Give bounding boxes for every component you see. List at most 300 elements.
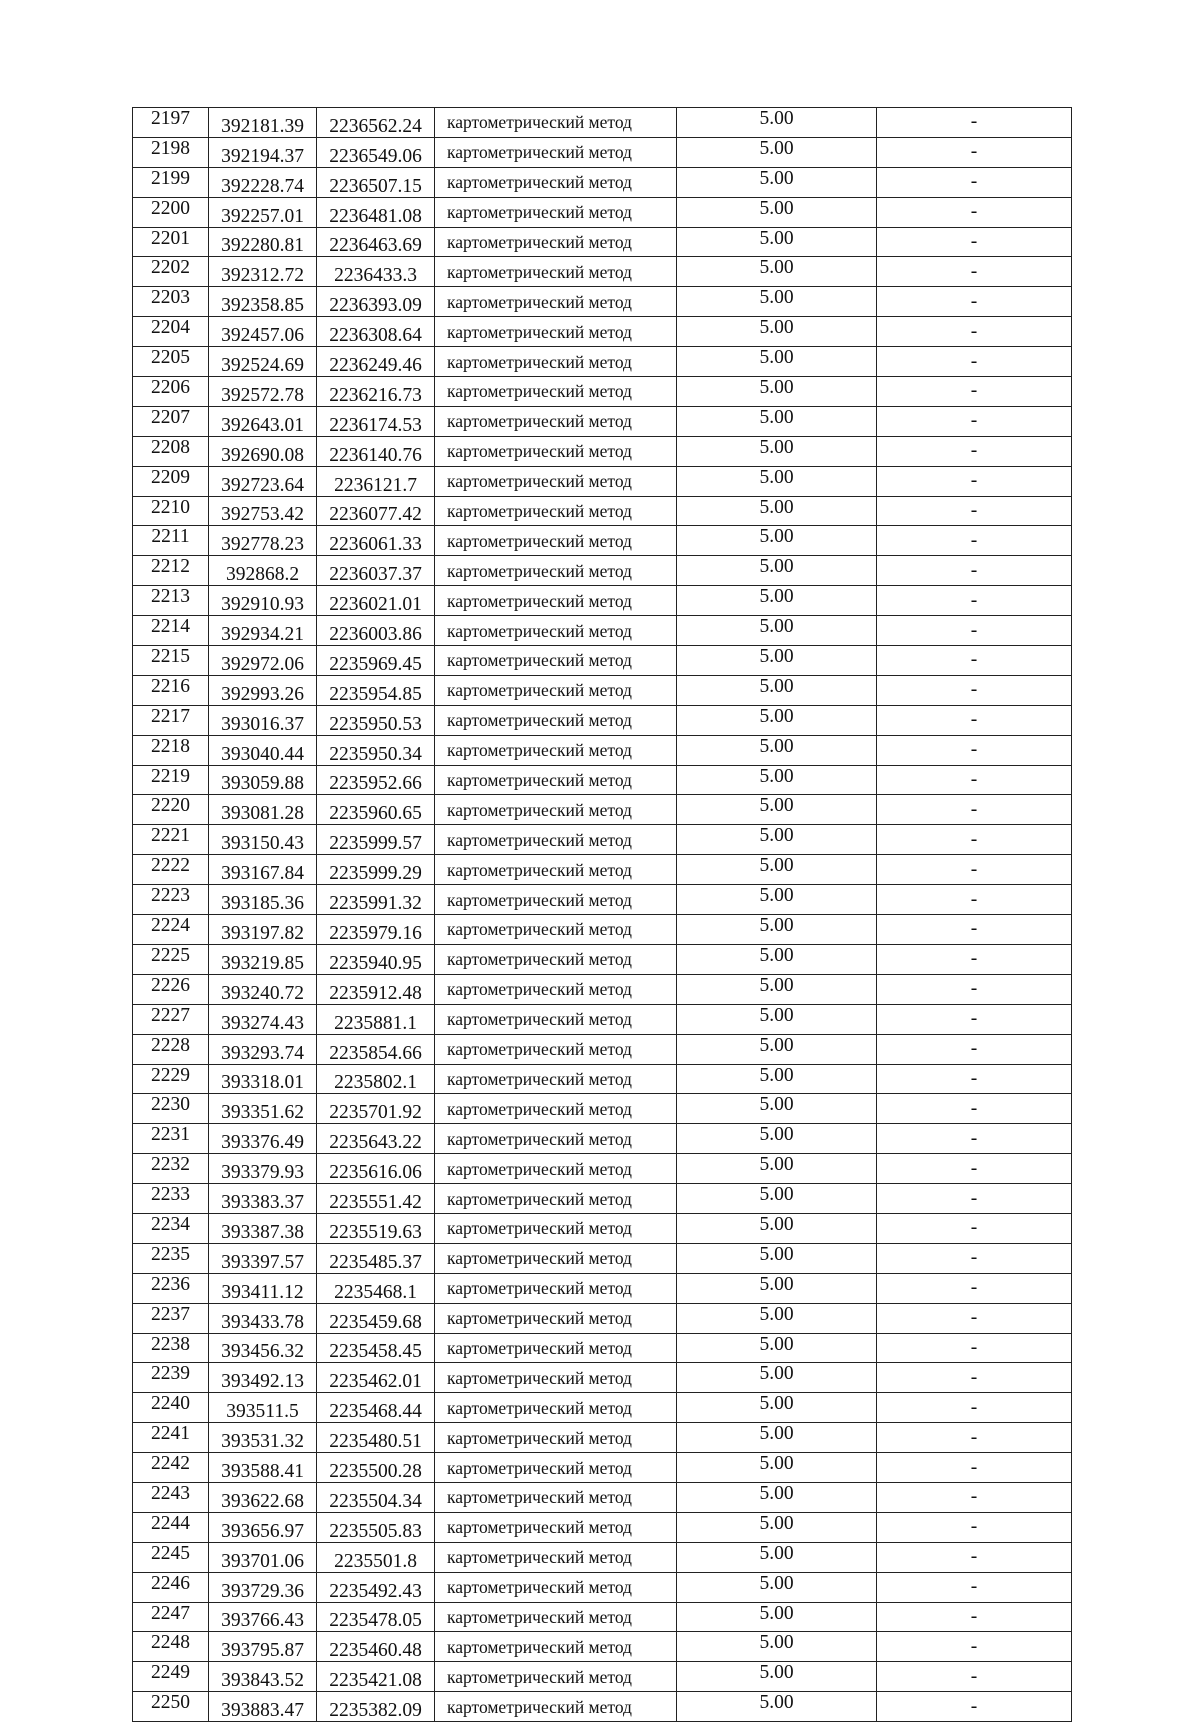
point-number-cell: 2221 [133, 825, 209, 855]
x-coordinate-cell: 393219.85 [209, 944, 317, 974]
table-row [133, 1273, 1072, 1303]
note-cell: - [877, 1243, 1072, 1273]
x-coordinate-cell: 393843.52 [209, 1662, 317, 1692]
note-cell: - [877, 1124, 1072, 1154]
note-cell: - [877, 1004, 1072, 1034]
note-cell: - [877, 1453, 1072, 1483]
y-coordinate-cell: 2236216.73 [317, 377, 435, 407]
table-row [133, 1034, 1072, 1064]
note-cell: - [877, 1692, 1072, 1722]
table-row [133, 1243, 1072, 1273]
x-coordinate-cell: 393883.47 [209, 1692, 317, 1722]
table-row [133, 1572, 1072, 1602]
note-cell: - [877, 1064, 1072, 1094]
y-coordinate-cell: 2235458.45 [317, 1333, 435, 1363]
point-number-cell: 2197 [133, 108, 209, 138]
table-row [133, 377, 1072, 407]
point-number-cell: 2245 [133, 1542, 209, 1572]
y-coordinate-cell: 2236481.08 [317, 197, 435, 227]
method-cell: картометрический метод [435, 1034, 677, 1064]
y-coordinate-cell: 2235421.08 [317, 1662, 435, 1692]
point-number-cell: 2232 [133, 1154, 209, 1184]
accuracy-cell: 5.00 [677, 257, 877, 287]
point-number-cell: 2211 [133, 526, 209, 556]
table-row [133, 317, 1072, 347]
point-number-cell: 2227 [133, 1004, 209, 1034]
point-number-cell: 2242 [133, 1453, 209, 1483]
y-coordinate-cell: 2235952.66 [317, 765, 435, 795]
x-coordinate-cell: 392723.64 [209, 466, 317, 496]
point-number-cell: 2206 [133, 377, 209, 407]
note-cell: - [877, 1363, 1072, 1393]
note-cell: - [877, 855, 1072, 885]
table-row [133, 227, 1072, 257]
accuracy-cell: 5.00 [677, 705, 877, 735]
method-cell: картометрический метод [435, 735, 677, 765]
method-cell: картометрический метод [435, 1572, 677, 1602]
y-coordinate-cell: 2235802.1 [317, 1064, 435, 1094]
point-number-cell: 2218 [133, 735, 209, 765]
x-coordinate-cell: 393197.82 [209, 915, 317, 945]
x-coordinate-cell: 392934.21 [209, 616, 317, 646]
note-cell: - [877, 1333, 1072, 1363]
accuracy-cell: 5.00 [677, 1393, 877, 1423]
method-cell: картометрический метод [435, 257, 677, 287]
x-coordinate-cell: 393397.57 [209, 1243, 317, 1273]
method-cell: картометрический метод [435, 1393, 677, 1423]
method-cell: картометрический метод [435, 137, 677, 167]
table-row [133, 795, 1072, 825]
accuracy-cell: 5.00 [677, 1213, 877, 1243]
table-row [133, 197, 1072, 227]
point-number-cell: 2250 [133, 1692, 209, 1722]
point-number-cell: 2249 [133, 1662, 209, 1692]
point-number-cell: 2225 [133, 944, 209, 974]
point-number-cell: 2236 [133, 1273, 209, 1303]
accuracy-cell: 5.00 [677, 108, 877, 138]
x-coordinate-cell: 392181.39 [209, 108, 317, 138]
method-cell: картометрический метод [435, 1154, 677, 1184]
x-coordinate-cell: 393411.12 [209, 1273, 317, 1303]
y-coordinate-cell: 2235912.48 [317, 974, 435, 1004]
x-coordinate-cell: 392868.2 [209, 556, 317, 586]
x-coordinate-cell: 393383.37 [209, 1184, 317, 1214]
x-coordinate-cell: 392753.42 [209, 496, 317, 526]
note-cell: - [877, 646, 1072, 676]
y-coordinate-cell: 2235460.48 [317, 1632, 435, 1662]
note-cell: - [877, 705, 1072, 735]
method-cell: картометрический метод [435, 1363, 677, 1393]
point-number-cell: 2223 [133, 885, 209, 915]
x-coordinate-cell: 393351.62 [209, 1094, 317, 1124]
x-coordinate-cell: 393240.72 [209, 974, 317, 1004]
table-row [133, 526, 1072, 556]
table-row [133, 1184, 1072, 1214]
note-cell: - [877, 377, 1072, 407]
x-coordinate-cell: 393293.74 [209, 1034, 317, 1064]
point-number-cell: 2201 [133, 227, 209, 257]
accuracy-cell: 5.00 [677, 1572, 877, 1602]
accuracy-cell: 5.00 [677, 167, 877, 197]
accuracy-cell: 5.00 [677, 1542, 877, 1572]
x-coordinate-cell: 392778.23 [209, 526, 317, 556]
table-row [133, 1692, 1072, 1722]
table-row [133, 675, 1072, 705]
x-coordinate-cell: 392643.01 [209, 406, 317, 436]
x-coordinate-cell: 393274.43 [209, 1004, 317, 1034]
point-number-cell: 2244 [133, 1512, 209, 1542]
note-cell: - [877, 1572, 1072, 1602]
table-row [133, 1393, 1072, 1423]
accuracy-cell: 5.00 [677, 885, 877, 915]
method-cell: картометрический метод [435, 496, 677, 526]
x-coordinate-cell: 393185.36 [209, 885, 317, 915]
method-cell: картометрический метод [435, 1124, 677, 1154]
y-coordinate-cell: 2236308.64 [317, 317, 435, 347]
x-coordinate-cell: 393622.68 [209, 1482, 317, 1512]
accuracy-cell: 5.00 [677, 1154, 877, 1184]
table-row [133, 825, 1072, 855]
note-cell: - [877, 1632, 1072, 1662]
y-coordinate-cell: 2235950.34 [317, 735, 435, 765]
method-cell: картометрический метод [435, 915, 677, 945]
note-cell: - [877, 735, 1072, 765]
accuracy-cell: 5.00 [677, 855, 877, 885]
y-coordinate-cell: 2235643.22 [317, 1124, 435, 1154]
note-cell: - [877, 915, 1072, 945]
point-number-cell: 2199 [133, 167, 209, 197]
note-cell: - [877, 1423, 1072, 1453]
point-number-cell: 2205 [133, 347, 209, 377]
note-cell: - [877, 885, 1072, 915]
accuracy-cell: 5.00 [677, 317, 877, 347]
table-row [133, 347, 1072, 377]
table-row [133, 705, 1072, 735]
y-coordinate-cell: 2235468.1 [317, 1273, 435, 1303]
accuracy-cell: 5.00 [677, 616, 877, 646]
accuracy-cell: 5.00 [677, 197, 877, 227]
method-cell: картометрический метод [435, 347, 677, 377]
point-number-cell: 2208 [133, 436, 209, 466]
note-cell: - [877, 108, 1072, 138]
table-row [133, 1363, 1072, 1393]
point-number-cell: 2216 [133, 675, 209, 705]
y-coordinate-cell: 2235504.34 [317, 1482, 435, 1512]
note-cell: - [877, 795, 1072, 825]
accuracy-cell: 5.00 [677, 1453, 877, 1483]
y-coordinate-cell: 2235701.92 [317, 1094, 435, 1124]
x-coordinate-cell: 393379.93 [209, 1154, 317, 1184]
table-row [133, 496, 1072, 526]
table-row [133, 1064, 1072, 1094]
note-cell: - [877, 974, 1072, 1004]
accuracy-cell: 5.00 [677, 1004, 877, 1034]
method-cell: картометрический метод [435, 795, 677, 825]
note-cell: - [877, 616, 1072, 646]
accuracy-cell: 5.00 [677, 1333, 877, 1363]
y-coordinate-cell: 2236249.46 [317, 347, 435, 377]
table-row [133, 765, 1072, 795]
x-coordinate-cell: 393016.37 [209, 705, 317, 735]
method-cell: картометрический метод [435, 646, 677, 676]
y-coordinate-cell: 2236121.7 [317, 466, 435, 496]
x-coordinate-cell: 392312.72 [209, 257, 317, 287]
note-cell: - [877, 1512, 1072, 1542]
point-number-cell: 2241 [133, 1423, 209, 1453]
note-cell: - [877, 167, 1072, 197]
x-coordinate-cell: 392993.26 [209, 675, 317, 705]
method-cell: картометрический метод [435, 616, 677, 646]
accuracy-cell: 5.00 [677, 377, 877, 407]
table-row [133, 1333, 1072, 1363]
method-cell: картометрический метод [435, 586, 677, 616]
x-coordinate-cell: 393059.88 [209, 765, 317, 795]
x-coordinate-cell: 392690.08 [209, 436, 317, 466]
point-number-cell: 2240 [133, 1393, 209, 1423]
method-cell: картометрический метод [435, 1213, 677, 1243]
point-number-cell: 2234 [133, 1213, 209, 1243]
method-cell: картометрический метод [435, 1303, 677, 1333]
method-cell: картометрический метод [435, 1064, 677, 1094]
y-coordinate-cell: 2235505.83 [317, 1512, 435, 1542]
table-row [133, 885, 1072, 915]
y-coordinate-cell: 2235999.29 [317, 855, 435, 885]
table-row [133, 855, 1072, 885]
accuracy-cell: 5.00 [677, 825, 877, 855]
method-cell: картометрический метод [435, 317, 677, 347]
point-number-cell: 2212 [133, 556, 209, 586]
method-cell: картометрический метод [435, 765, 677, 795]
note-cell: - [877, 1542, 1072, 1572]
accuracy-cell: 5.00 [677, 1482, 877, 1512]
note-cell: - [877, 257, 1072, 287]
y-coordinate-cell: 2235960.65 [317, 795, 435, 825]
y-coordinate-cell: 2235500.28 [317, 1453, 435, 1483]
accuracy-cell: 5.00 [677, 646, 877, 676]
accuracy-cell: 5.00 [677, 466, 877, 496]
note-cell: - [877, 1094, 1072, 1124]
y-coordinate-cell: 2235492.43 [317, 1572, 435, 1602]
point-number-cell: 2220 [133, 795, 209, 825]
method-cell: картометрический метод [435, 406, 677, 436]
y-coordinate-cell: 2235969.45 [317, 646, 435, 676]
note-cell: - [877, 1154, 1072, 1184]
method-cell: картометрический метод [435, 1632, 677, 1662]
method-cell: картометрический метод [435, 675, 677, 705]
accuracy-cell: 5.00 [677, 1064, 877, 1094]
x-coordinate-cell: 392228.74 [209, 167, 317, 197]
method-cell: картометрический метод [435, 197, 677, 227]
y-coordinate-cell: 2236077.42 [317, 496, 435, 526]
point-number-cell: 2247 [133, 1602, 209, 1632]
note-cell: - [877, 944, 1072, 974]
method-cell: картометрический метод [435, 377, 677, 407]
point-number-cell: 2226 [133, 974, 209, 1004]
table-row [133, 137, 1072, 167]
point-number-cell: 2222 [133, 855, 209, 885]
point-number-cell: 2207 [133, 406, 209, 436]
table-row [133, 735, 1072, 765]
accuracy-cell: 5.00 [677, 496, 877, 526]
table-row [133, 108, 1072, 138]
y-coordinate-cell: 2235501.8 [317, 1542, 435, 1572]
note-cell: - [877, 1273, 1072, 1303]
method-cell: картометрический метод [435, 1662, 677, 1692]
point-number-cell: 2202 [133, 257, 209, 287]
point-number-cell: 2198 [133, 137, 209, 167]
accuracy-cell: 5.00 [677, 1363, 877, 1393]
x-coordinate-cell: 392572.78 [209, 377, 317, 407]
note-cell: - [877, 526, 1072, 556]
point-number-cell: 2229 [133, 1064, 209, 1094]
x-coordinate-cell: 393588.41 [209, 1453, 317, 1483]
method-cell: картометрический метод [435, 825, 677, 855]
method-cell: картометрический метод [435, 1243, 677, 1273]
method-cell: картометрический метод [435, 855, 677, 885]
method-cell: картометрический метод [435, 885, 677, 915]
y-coordinate-cell: 2236140.76 [317, 436, 435, 466]
y-coordinate-cell: 2236507.15 [317, 167, 435, 197]
y-coordinate-cell: 2236037.37 [317, 556, 435, 586]
method-cell: картометрический метод [435, 1482, 677, 1512]
table-row [133, 616, 1072, 646]
accuracy-cell: 5.00 [677, 765, 877, 795]
accuracy-cell: 5.00 [677, 1632, 877, 1662]
accuracy-cell: 5.00 [677, 675, 877, 705]
table-row [133, 257, 1072, 287]
table-row [133, 287, 1072, 317]
x-coordinate-cell: 393318.01 [209, 1064, 317, 1094]
accuracy-cell: 5.00 [677, 944, 877, 974]
table-row [133, 1662, 1072, 1692]
x-coordinate-cell: 393433.78 [209, 1303, 317, 1333]
x-coordinate-cell: 392457.06 [209, 317, 317, 347]
y-coordinate-cell: 2235478.05 [317, 1602, 435, 1632]
method-cell: картометрический метод [435, 167, 677, 197]
x-coordinate-cell: 393167.84 [209, 855, 317, 885]
accuracy-cell: 5.00 [677, 347, 877, 377]
point-number-cell: 2217 [133, 705, 209, 735]
x-coordinate-cell: 393387.38 [209, 1213, 317, 1243]
x-coordinate-cell: 393795.87 [209, 1632, 317, 1662]
note-cell: - [877, 317, 1072, 347]
table-row [133, 1004, 1072, 1034]
table-row [133, 974, 1072, 1004]
method-cell: картометрический метод [435, 1004, 677, 1034]
note-cell: - [877, 1393, 1072, 1423]
table-row [133, 436, 1072, 466]
x-coordinate-cell: 393766.43 [209, 1602, 317, 1632]
note-cell: - [877, 406, 1072, 436]
accuracy-cell: 5.00 [677, 1303, 877, 1333]
note-cell: - [877, 1602, 1072, 1632]
point-number-cell: 2219 [133, 765, 209, 795]
note-cell: - [877, 1662, 1072, 1692]
table-row [133, 1632, 1072, 1662]
y-coordinate-cell: 2236463.69 [317, 227, 435, 257]
method-cell: картометрический метод [435, 436, 677, 466]
accuracy-cell: 5.00 [677, 227, 877, 257]
x-coordinate-cell: 393701.06 [209, 1542, 317, 1572]
accuracy-cell: 5.00 [677, 974, 877, 1004]
table-row [133, 1512, 1072, 1542]
accuracy-cell: 5.00 [677, 436, 877, 466]
note-cell: - [877, 287, 1072, 317]
accuracy-cell: 5.00 [677, 287, 877, 317]
y-coordinate-cell: 2235950.53 [317, 705, 435, 735]
accuracy-cell: 5.00 [677, 1034, 877, 1064]
accuracy-cell: 5.00 [677, 795, 877, 825]
x-coordinate-cell: 393081.28 [209, 795, 317, 825]
table-row [133, 944, 1072, 974]
x-coordinate-cell: 392910.93 [209, 586, 317, 616]
y-coordinate-cell: 2235616.06 [317, 1154, 435, 1184]
y-coordinate-cell: 2236393.09 [317, 287, 435, 317]
x-coordinate-cell: 393150.43 [209, 825, 317, 855]
y-coordinate-cell: 2235462.01 [317, 1363, 435, 1393]
point-number-cell: 2237 [133, 1303, 209, 1333]
accuracy-cell: 5.00 [677, 1124, 877, 1154]
method-cell: картометрический метод [435, 974, 677, 1004]
y-coordinate-cell: 2235979.16 [317, 915, 435, 945]
point-number-cell: 2214 [133, 616, 209, 646]
point-number-cell: 2243 [133, 1482, 209, 1512]
note-cell: - [877, 1303, 1072, 1333]
x-coordinate-cell: 393492.13 [209, 1363, 317, 1393]
accuracy-cell: 5.00 [677, 586, 877, 616]
accuracy-cell: 5.00 [677, 526, 877, 556]
y-coordinate-cell: 2236174.53 [317, 406, 435, 436]
accuracy-cell: 5.00 [677, 1094, 877, 1124]
note-cell: - [877, 675, 1072, 705]
point-number-cell: 2248 [133, 1632, 209, 1662]
x-coordinate-cell: 392524.69 [209, 347, 317, 377]
note-cell: - [877, 137, 1072, 167]
table-row [133, 1154, 1072, 1184]
note-cell: - [877, 1184, 1072, 1214]
x-coordinate-cell: 392194.37 [209, 137, 317, 167]
table-row [133, 1094, 1072, 1124]
x-coordinate-cell: 393456.32 [209, 1333, 317, 1363]
x-coordinate-cell: 393511.5 [209, 1393, 317, 1423]
point-number-cell: 2215 [133, 646, 209, 676]
table-row [133, 167, 1072, 197]
accuracy-cell: 5.00 [677, 1423, 877, 1453]
accuracy-cell: 5.00 [677, 406, 877, 436]
y-coordinate-cell: 2235881.1 [317, 1004, 435, 1034]
table-row [133, 1213, 1072, 1243]
table-row [133, 406, 1072, 436]
y-coordinate-cell: 2235551.42 [317, 1184, 435, 1214]
point-number-cell: 2213 [133, 586, 209, 616]
y-coordinate-cell: 2236021.01 [317, 586, 435, 616]
point-number-cell: 2239 [133, 1363, 209, 1393]
point-number-cell: 2210 [133, 496, 209, 526]
method-cell: картометрический метод [435, 526, 677, 556]
note-cell: - [877, 466, 1072, 496]
method-cell: картометрический метод [435, 108, 677, 138]
table-row [133, 646, 1072, 676]
accuracy-cell: 5.00 [677, 1273, 877, 1303]
method-cell: картометрический метод [435, 1453, 677, 1483]
y-coordinate-cell: 2236061.33 [317, 526, 435, 556]
x-coordinate-cell: 392358.85 [209, 287, 317, 317]
y-coordinate-cell: 2235854.66 [317, 1034, 435, 1064]
x-coordinate-cell: 392972.06 [209, 646, 317, 676]
method-cell: картометрический метод [435, 1094, 677, 1124]
table-row [133, 1124, 1072, 1154]
note-cell: - [877, 496, 1072, 526]
